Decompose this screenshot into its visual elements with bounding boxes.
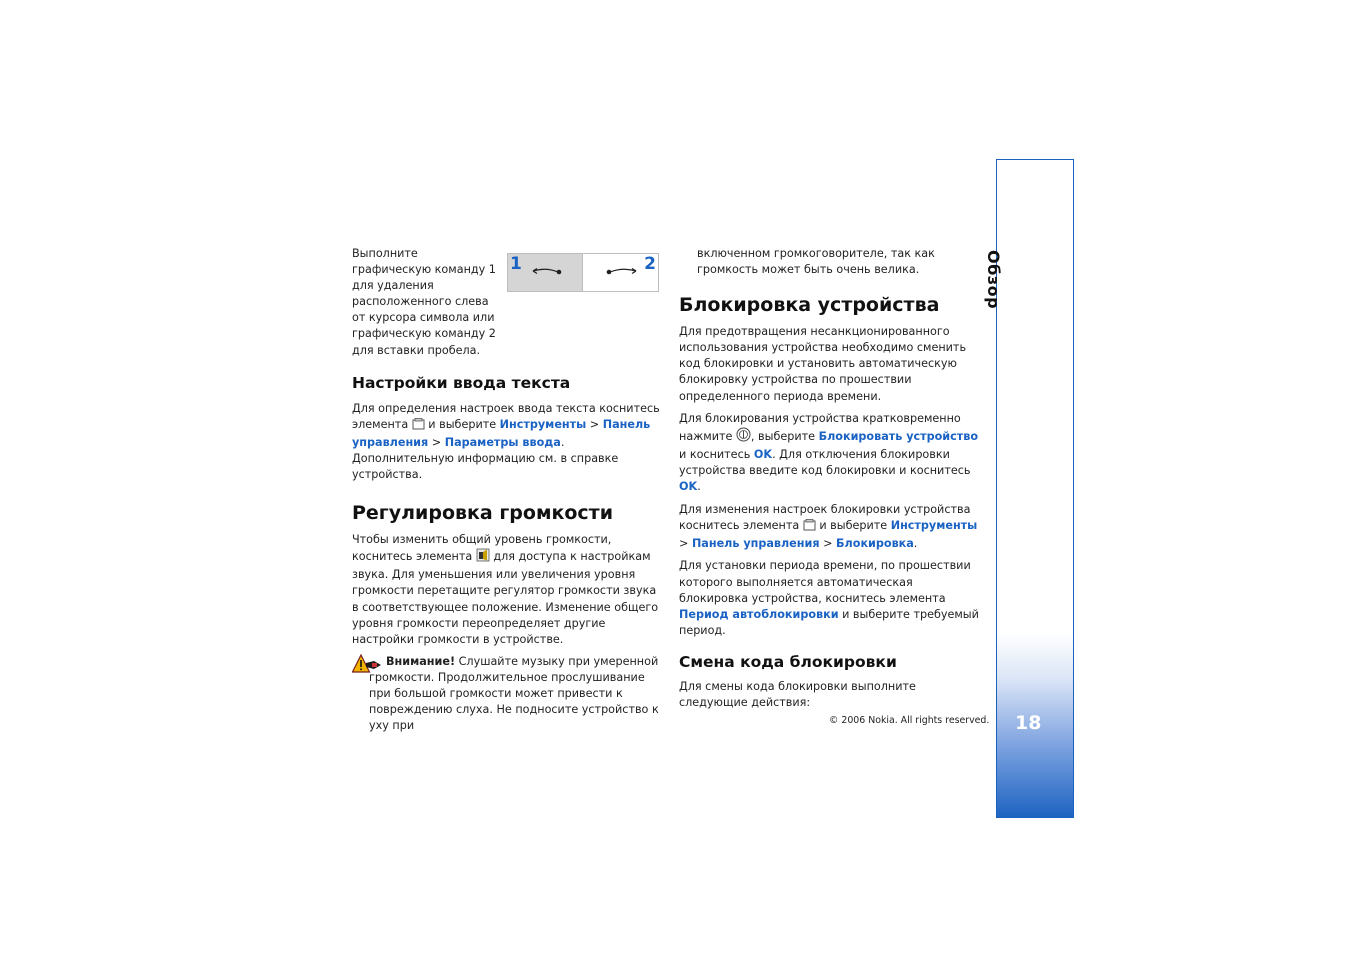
- warning-continuation-text: включенном громкоговорителе, так как громкость может быть очень велика.: [697, 247, 935, 277]
- menu-icon: [412, 418, 425, 435]
- heading-device-lock: Блокировка устройства: [679, 294, 940, 317]
- heading-text-input-settings: Настройки ввода текста: [352, 373, 571, 392]
- menu-path-link: Параметры ввода: [444, 435, 561, 449]
- power-key-icon: [736, 427, 751, 447]
- heading-change-lock-code: Смена кода блокировки: [679, 652, 897, 671]
- menu-path-link: Панель управления: [691, 537, 820, 551]
- sound-icon: [476, 548, 490, 567]
- text-run: . Дополнительную информацию см. в справке устройства.: [352, 435, 619, 482]
- right-column: [679, 246, 985, 711]
- warning-block: [352, 654, 660, 734]
- text-run: Для блокирования устройства кратковременно нажмите: [679, 411, 961, 443]
- text-run: Для определения настроек ввода текста коснитесь элемента: [352, 401, 660, 431]
- warning-label: Внимание!: [386, 654, 456, 668]
- gesture-intro-text: Выполните графическую команду 1 для удаления расположенного слева от курсора символа или графическую команду 2 для вставки пробела.: [352, 247, 496, 357]
- menu-path-link: Блокировать устройство: [818, 429, 979, 443]
- copyright-footer: © 2006 Nokia. All rights reserved.: [829, 715, 990, 726]
- menu-path-link: Период автоблокировки: [679, 607, 839, 621]
- lock-paragraph-4: [679, 558, 985, 638]
- menu-path-link: Инструменты: [890, 519, 978, 533]
- menu-path-link: OK: [753, 447, 773, 461]
- text-run: и коснитесь: [679, 447, 754, 461]
- text-run: , выберите: [750, 429, 819, 443]
- heading-volume-control: Регулировка громкости: [352, 502, 614, 525]
- text-run: Для установки периода времени, по прошествии которого выполняется автоматическая блокировка устройства, коснитесь элемента: [679, 559, 971, 605]
- text-run: .: [913, 537, 918, 551]
- text-run: >: [428, 435, 445, 449]
- text-run: >: [586, 417, 603, 431]
- text-input-paragraph: [352, 401, 660, 483]
- left-column: [352, 246, 660, 734]
- gesture-label-2: 2: [644, 254, 656, 274]
- change-code-paragraph: Для смены кода блокировки выполните следующие действия:: [679, 679, 916, 709]
- menu-path-link: OK: [679, 480, 698, 494]
- menu-icon: [803, 519, 816, 536]
- section-title: Обзор: [984, 250, 1003, 310]
- volume-paragraph: [352, 532, 660, 648]
- lock-paragraph-1: Для предотвращения несанкционированного использования устройства необходимо сменить код блокировки и установить автоматическую блокировку устройства по прошествии определенного периода времени.: [679, 325, 967, 403]
- text-run: Чтобы изменить общий уровень громкости, коснитесь элемента: [352, 533, 612, 564]
- gesture-panel-2: [582, 253, 659, 292]
- section-side-tab: [984, 159, 1074, 818]
- lock-paragraph-2: [679, 411, 985, 495]
- warning-triangle-icon: [352, 654, 382, 674]
- gesture-figure: [507, 253, 659, 292]
- text-run: . Для отключения блокировки устройства введите код блокировки и коснитесь: [679, 447, 971, 477]
- text-run: .: [697, 480, 701, 494]
- menu-path-link: Инструменты: [499, 417, 587, 431]
- text-run: >: [679, 537, 692, 551]
- lock-paragraph-3: [679, 502, 985, 552]
- text-run: для доступа к настройкам звука. Для уменьшения или увеличения уровня громкости перетащите регулятор громкости звука в соответствующее положение. Изменение общего уровня громкости переопределяет другие настройки громкости в устройстве.: [352, 550, 659, 646]
- menu-path-link: Блокировка: [836, 537, 914, 551]
- menu-path-link: Панель управления: [352, 417, 651, 449]
- text-run: Для изменения настроек блокировки устройства коснитесь элемента: [679, 503, 971, 533]
- text-run: >: [819, 537, 837, 551]
- swipe-left-icon: [530, 266, 564, 278]
- text-run: и выберите требуемый период.: [679, 607, 979, 637]
- swipe-right-icon: [605, 266, 639, 278]
- gesture-panel-1: [507, 253, 583, 292]
- text-run: и выберите: [424, 417, 500, 431]
- text-run: и выберите: [815, 519, 891, 533]
- page-number: 18: [1015, 712, 1042, 734]
- gesture-label-1: 1: [510, 254, 522, 274]
- warning-text: Слушайте музыку при умеренной громкости. Продолжительное прослушивание при большой громкости может привести к повреждению слуха. Не подносите устройство к уху при: [369, 654, 659, 733]
